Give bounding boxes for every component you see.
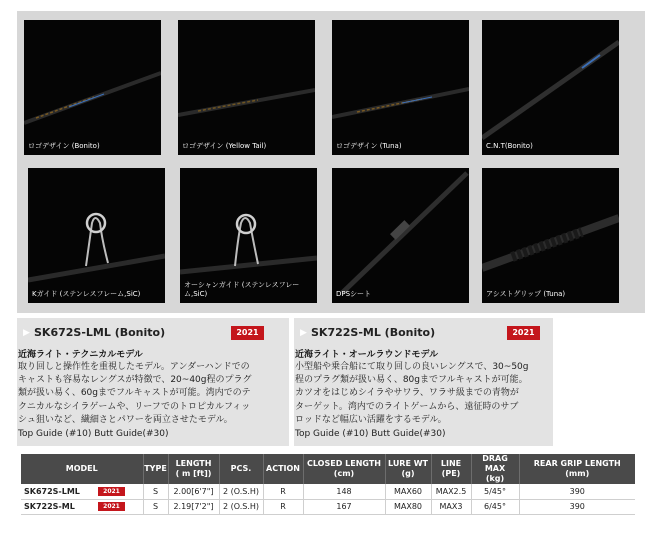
gallery-tile-assist-grip[interactable] bbox=[482, 168, 619, 303]
rod-photo-image bbox=[178, 20, 315, 155]
cell-lure-wt: MAX60 bbox=[385, 484, 431, 499]
column-header-lure-wt: LURE WT (g) bbox=[385, 454, 431, 484]
cell-length: 2.19[7'2"] bbox=[168, 499, 219, 514]
cell-rear-grip-length: 390 bbox=[519, 499, 635, 514]
rod-photo-image bbox=[332, 20, 469, 155]
cell-drag-max: 5/45° bbox=[471, 484, 519, 499]
grip-photo-image bbox=[482, 168, 619, 303]
model-title: SK672S-LML (Bonito) bbox=[34, 326, 166, 339]
cell-closed-length: 167 bbox=[303, 499, 385, 514]
model-description: 取り回しと操作性を重視したモデル。アンダーハンドでの キャストも容易なレングスが特徴で、20~40g程のプラグ 類が扱い易く、60gまでフルキャストが可能。湾内でのテ クニカルなシイラゲームや、リーフでのトロピカルフィッ シュ狙いなど、繊細さとパワーを両立させたモデル。 bbox=[18, 362, 252, 425]
model-heading bbox=[294, 324, 553, 342]
arrow-right-icon: ▶ bbox=[300, 328, 307, 338]
cell-rear-grip-length: 390 bbox=[519, 484, 635, 499]
table-row bbox=[21, 499, 635, 514]
column-header-rear-grip-length: REAR GRIP LENGTH (mm) bbox=[519, 454, 635, 484]
column-header-length: LENGTH ( m [ft]) bbox=[168, 454, 219, 484]
cell-model bbox=[21, 499, 143, 514]
column-header-type: TYPE bbox=[143, 454, 168, 484]
cell-length: 2.00[6'7"] bbox=[168, 484, 219, 499]
model-description: 小型船や乗合船にて取り回しの良いレングスで、30~50g 程のプラグ類が扱い易く、80gまでフルキャストが可能。 カツオをはじめシイラやサワラ、ワラサ級までの青物が ターゲット。湾内でのライトゲームから、遠征時のサブ ロッドなど幅広い活躍をするモデル。 bbox=[295, 362, 529, 425]
gallery-tile-logo-bonito[interactable] bbox=[24, 20, 161, 155]
model-subtitle: 近海ライト・オールラウンドモデル bbox=[295, 350, 439, 360]
year-badge: 2021 bbox=[98, 487, 125, 496]
cell-type: S bbox=[143, 484, 168, 499]
tile-caption: ロゴデザイン (Bonito) bbox=[28, 142, 100, 150]
tile-caption: アシストグリップ (Tuna) bbox=[486, 290, 566, 298]
model-name: SK722S-ML bbox=[24, 502, 75, 511]
rod-photo-image bbox=[482, 20, 619, 155]
cell-action: R bbox=[263, 484, 303, 499]
tile-caption: ロゴデザイン (Yellow Tail) bbox=[182, 142, 267, 150]
column-header-pcs: PCS. bbox=[219, 454, 263, 484]
column-header-model: MODEL bbox=[21, 454, 143, 484]
tile-caption: ロゴデザイン (Tuna) bbox=[336, 142, 402, 150]
tile-caption: C.N.T(Bonito) bbox=[486, 142, 533, 150]
cell-line: MAX2.5 bbox=[431, 484, 471, 499]
model-name: SK672S-LML bbox=[24, 486, 80, 496]
tile-caption: Kガイド (ステンレスフレーム,SiC) bbox=[32, 290, 141, 298]
gallery-tile-k-guide[interactable] bbox=[28, 168, 165, 303]
model-description-panel bbox=[17, 318, 289, 446]
model-subtitle: 近海ライト・テクニカルモデル bbox=[18, 350, 143, 360]
rod-photo-image bbox=[24, 20, 161, 155]
tile-caption: オーシャンガイド (ステンレスフレーム,SiC) bbox=[184, 281, 300, 298]
column-header-line: LINE (PE) bbox=[431, 454, 471, 484]
cell-model bbox=[21, 484, 143, 499]
cell-closed-length: 148 bbox=[303, 484, 385, 499]
reel-seat-photo-image bbox=[332, 168, 469, 303]
gallery-tile-dps-seat[interactable] bbox=[332, 168, 469, 303]
column-header-drag-max: DRAG MAX (kg) bbox=[471, 454, 519, 484]
guide-photo-image bbox=[28, 168, 165, 303]
photo-gallery bbox=[17, 11, 645, 313]
cell-pcs: 2 (O.S.H) bbox=[219, 499, 263, 514]
guide-info: Top Guide (#10) Butt Guide(#30) bbox=[295, 429, 446, 439]
gallery-tile-logo-tuna[interactable] bbox=[332, 20, 469, 155]
gallery-tile-cnt-bonito[interactable] bbox=[482, 20, 619, 155]
cell-drag-max: 6/45° bbox=[471, 499, 519, 514]
cell-lure-wt: MAX80 bbox=[385, 499, 431, 514]
model-description-panel bbox=[294, 318, 553, 446]
model-heading bbox=[17, 324, 289, 342]
tile-caption: DPSシート bbox=[336, 290, 372, 298]
column-header-action: ACTION bbox=[263, 454, 303, 484]
spec-table bbox=[21, 454, 635, 515]
cell-pcs: 2 (O.S.H) bbox=[219, 484, 263, 499]
model-title: SK722S-ML (Bonito) bbox=[311, 326, 436, 339]
arrow-right-icon: ▶ bbox=[23, 328, 30, 338]
cell-line: MAX3 bbox=[431, 499, 471, 514]
gallery-tile-ocean-guide[interactable] bbox=[180, 168, 317, 303]
year-badge: 2021 bbox=[231, 326, 264, 340]
year-badge: 2021 bbox=[507, 326, 540, 340]
guide-info: Top Guide (#10) Butt Guide(#30) bbox=[18, 429, 169, 439]
gallery-tile-logo-yellowtail[interactable] bbox=[178, 20, 315, 155]
cell-action: R bbox=[263, 499, 303, 514]
year-badge: 2021 bbox=[98, 502, 125, 511]
column-header-closed-length: CLOSED LENGTH (cm) bbox=[303, 454, 385, 484]
cell-type: S bbox=[143, 499, 168, 514]
table-row bbox=[21, 484, 635, 499]
spec-table-header-row bbox=[21, 454, 635, 484]
